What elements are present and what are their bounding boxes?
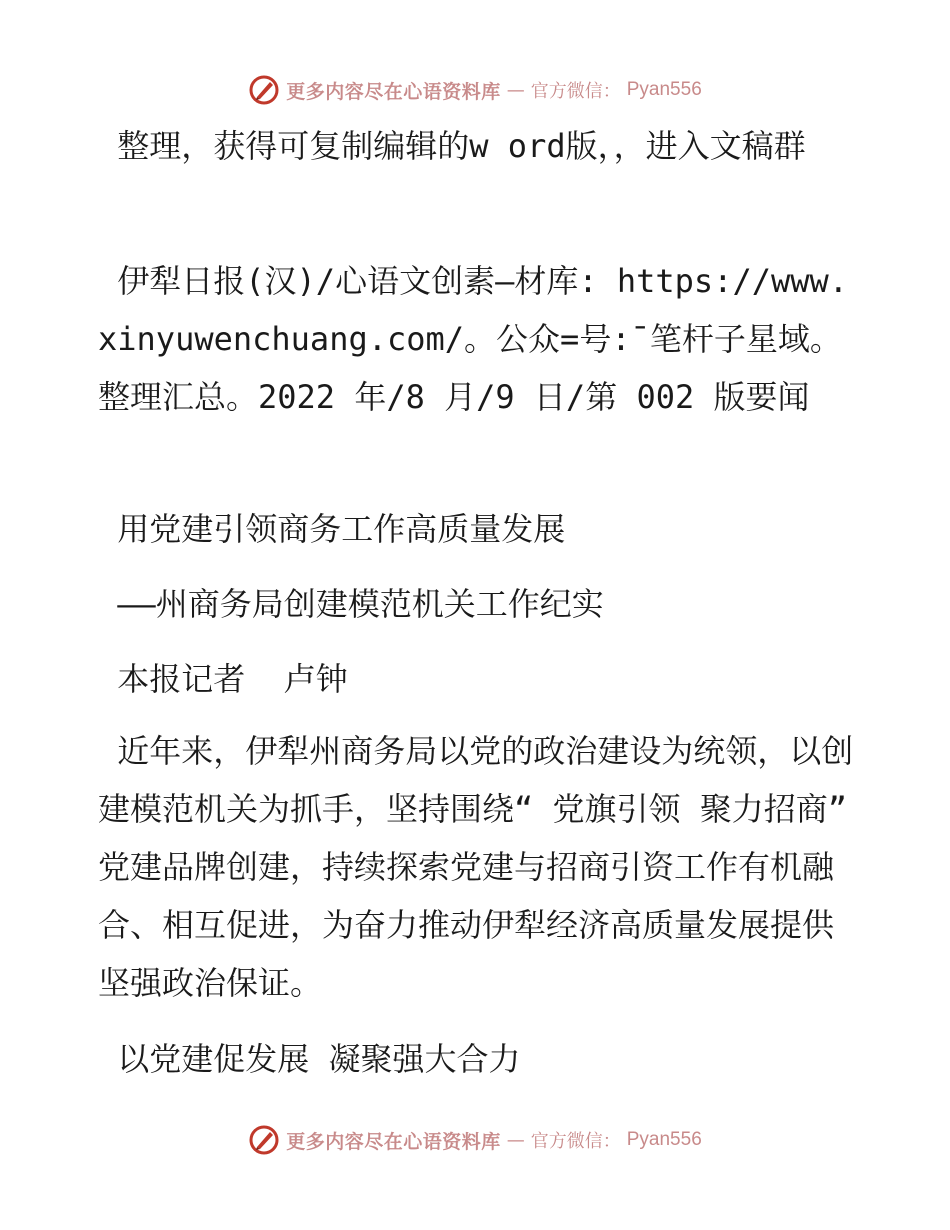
banner-dash: — — [506, 79, 525, 101]
paragraph-source: 伊犁日报(汉)/心语文创素—材库: https://www.xinyuwenchuang.com/。公众=号:¯笔杆子星域。整理汇总。2022 年/8 月/9 日/第 002 版要闻 — [98, 262, 849, 416]
pen-logo-icon — [248, 1124, 280, 1156]
article-byline: 本报记者 卢钟 — [98, 660, 348, 698]
wechat-id: Pyan556 — [626, 79, 702, 100]
article-subtitle: ——州商务局创建模范机关工作纪实 — [98, 585, 604, 623]
wechat-id: Pyan556 — [626, 1129, 702, 1150]
paragraph-intro: 整理，获得可复制编辑的w ord版，，进入文稿群 — [98, 127, 806, 165]
pen-logo-icon — [248, 74, 280, 106]
header-banner — [0, 70, 950, 110]
wechat-label: 官方微信： — [530, 81, 621, 102]
banner-text: 更多内容尽在心语资料库 — [286, 1130, 501, 1153]
banner-dash: — — [506, 1129, 525, 1151]
section-heading: 以党建促发展 凝聚强大合力 — [98, 1040, 521, 1078]
paragraph-lead: 近年来，伊犁州商务局以党的政治建设为统领，以创建模范机关为抓手，坚持围绕“ 党旗引领 聚力招商” 党建品牌创建，持续探索党建与招商引资工作有机融合、相互促进，为奋力推动伊犁经济高质量发展提供坚强政治保证。 — [98, 732, 886, 1002]
article-title: 用党建引领商务工作高质量发展 — [98, 510, 566, 548]
wechat-label: 官方微信： — [530, 1131, 621, 1152]
banner-text: 更多内容尽在心语资料库 — [286, 80, 501, 103]
footer-banner — [0, 1120, 950, 1160]
